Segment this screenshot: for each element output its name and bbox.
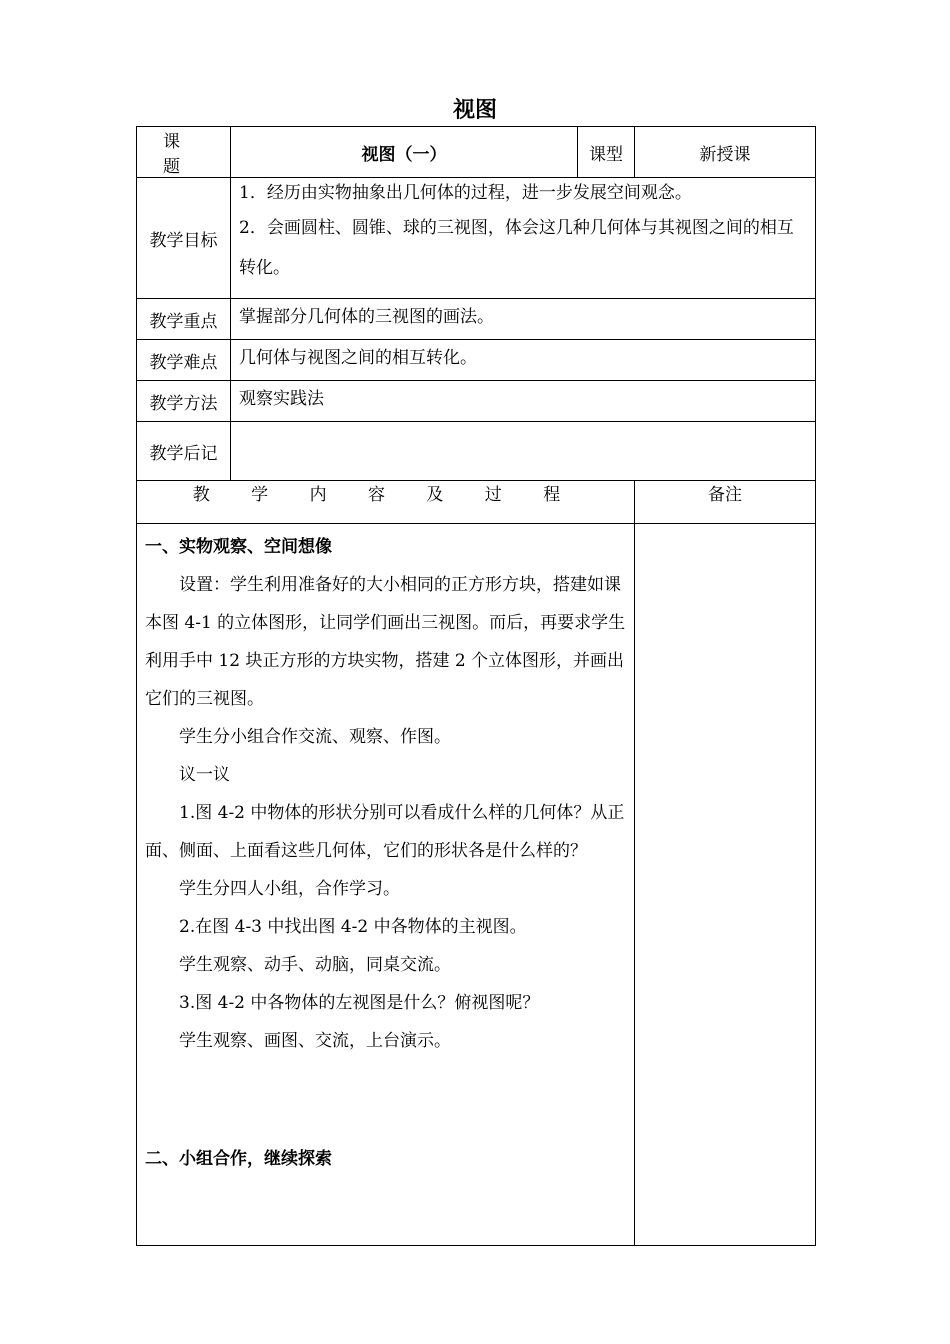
section-2-title: 二、小组合作，继续探索 [145,1149,332,1169]
goals-cell [231,178,816,299]
spacer [145,1060,626,1140]
type-value: 新授课 [635,127,816,178]
remark-header: 备注 [635,481,816,524]
topic-row [137,127,816,178]
content-paragraph: 3.图 4-2 中各物体的左视图是什么？俯视图呢？ [179,993,540,1013]
goal-item: 2．会画圆柱、圆锥、球的三视图，体会这几种几何体与其视图之间的相互转化。 [239,218,794,278]
content-header: 教 学 内 容 及 过 程 [137,481,635,524]
difficulty-row [137,340,816,381]
remark-cell [635,524,816,1246]
lesson-plan-table [136,126,816,1246]
content-paragraph: 学生观察、动手、动脑，同桌交流。 [179,955,451,975]
goals-label: 教学目标 [137,178,231,299]
difficulty-label: 教学难点 [137,340,231,381]
method-label: 教学方法 [137,381,231,422]
content-paragraph: 设置：学生利用准备好的大小相同的正方形方块，搭建如课本图 4-1 的立体图形，让同学们画出三视图。而后，再要求学生利用手中 12 块正方形的方块实物，搭建 2 个立体图形，并画出它们的三视图。 [145,575,626,709]
difficulty-text: 几何体与视图之间的相互转化。 [231,340,816,381]
topic-value: 视图（一） [231,127,578,178]
page-title: 视图 [452,98,497,123]
key-point-text: 掌握部分几何体的三视图的画法。 [231,299,816,340]
topic-label: 课 题 [137,127,231,178]
notes-text [231,422,816,481]
key-point-row [137,299,816,340]
content-paragraph: 议一议 [179,765,230,785]
goals-row [137,178,816,299]
method-row [137,381,816,422]
content-paragraph: 学生分四人小组，合作学习。 [179,879,400,899]
content-paragraph: 学生分小组合作交流、观察、作图。 [179,727,451,747]
content-paragraph: 2.在图 4-3 中找出图 4-2 中各物体的主视图。 [179,917,527,937]
type-label: 课型 [578,127,635,178]
section-1-title: 一、实物观察、空间想像 [145,537,332,557]
content-paragraph: 学生观察、画图、交流，上台演示。 [179,1031,451,1051]
content-row [137,524,816,1246]
notes-row [137,422,816,481]
key-point-label: 教学重点 [137,299,231,340]
goal-item: 1．经历由实物抽象出几何体的过程，进一步发展空间观念。 [239,183,692,203]
method-text: 观察实践法 [231,381,816,422]
content-header-row [137,481,816,524]
content-paragraph: 1.图 4-2 中物体的形状分别可以看成什么样的几何体？从正面、侧面、上面看这些几何体，它们的形状各是什么样的？ [145,803,625,861]
notes-label: 教学后记 [137,422,231,481]
content-cell [137,524,635,1246]
